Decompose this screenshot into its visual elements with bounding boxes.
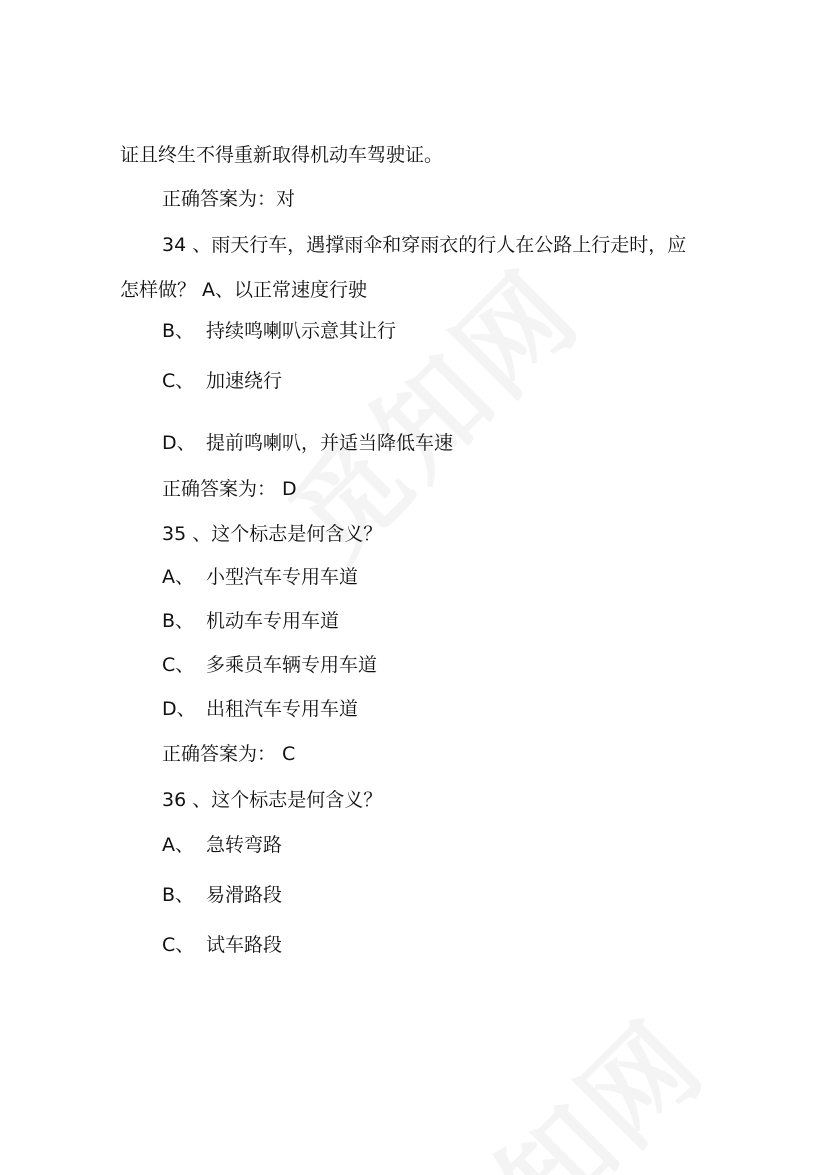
option-text: 试车路段 <box>206 934 283 956</box>
option-letter: A、 <box>162 566 194 588</box>
option-c <box>162 369 282 393</box>
option-text: 出租汽车专用车道 <box>206 698 359 720</box>
option-d <box>162 431 453 455</box>
answer-line: 正确答案为： C <box>162 743 296 765</box>
option-a <box>162 565 358 589</box>
option-letter: C、 <box>162 934 195 956</box>
option-c <box>162 653 377 677</box>
option-b <box>162 609 339 633</box>
option-d <box>162 697 358 721</box>
option-letter: C、 <box>162 654 195 676</box>
question-34: 34 、雨天行车，遇撑雨伞和穿雨衣的行人在公路上行走时，应 <box>162 234 687 256</box>
option-letter: B、 <box>162 610 195 632</box>
option-text: 持续鸣喇叭示意其让行 <box>206 320 397 342</box>
option-letter: D、 <box>162 698 196 720</box>
watermark <box>375 980 733 1175</box>
option-b <box>162 319 396 343</box>
option-text: 多乘员车辆专用车道 <box>206 654 378 676</box>
answer-line: 正确答案为：对 <box>162 188 296 210</box>
option-text: 易滑路段 <box>206 884 283 906</box>
option-letter: B、 <box>162 320 195 342</box>
question-36: 36 、这个标志是何含义？ <box>162 789 383 811</box>
option-text: 加速绕行 <box>206 370 283 392</box>
option-letter: C、 <box>162 370 195 392</box>
question-34-continued: 怎样做？ A、以正常速度行驶 <box>120 279 368 301</box>
text-line: 证且终生不得重新取得机动车驾驶证。 <box>120 144 444 166</box>
answer-line: 正确答案为： D <box>162 478 297 500</box>
option-text: 提前鸣喇叭，并适当降低车速 <box>206 432 454 454</box>
option-text: 急转弯路 <box>206 834 283 856</box>
option-text: 机动车专用车道 <box>206 610 340 632</box>
option-c <box>162 933 282 957</box>
option-letter: D、 <box>162 432 196 454</box>
option-b <box>162 883 282 907</box>
question-35: 35 、这个标志是何含义？ <box>162 523 383 545</box>
option-letter: A、 <box>162 834 194 856</box>
option-letter: B、 <box>162 884 195 906</box>
option-a <box>162 833 282 857</box>
option-text: 小型汽车专用车道 <box>206 566 359 588</box>
